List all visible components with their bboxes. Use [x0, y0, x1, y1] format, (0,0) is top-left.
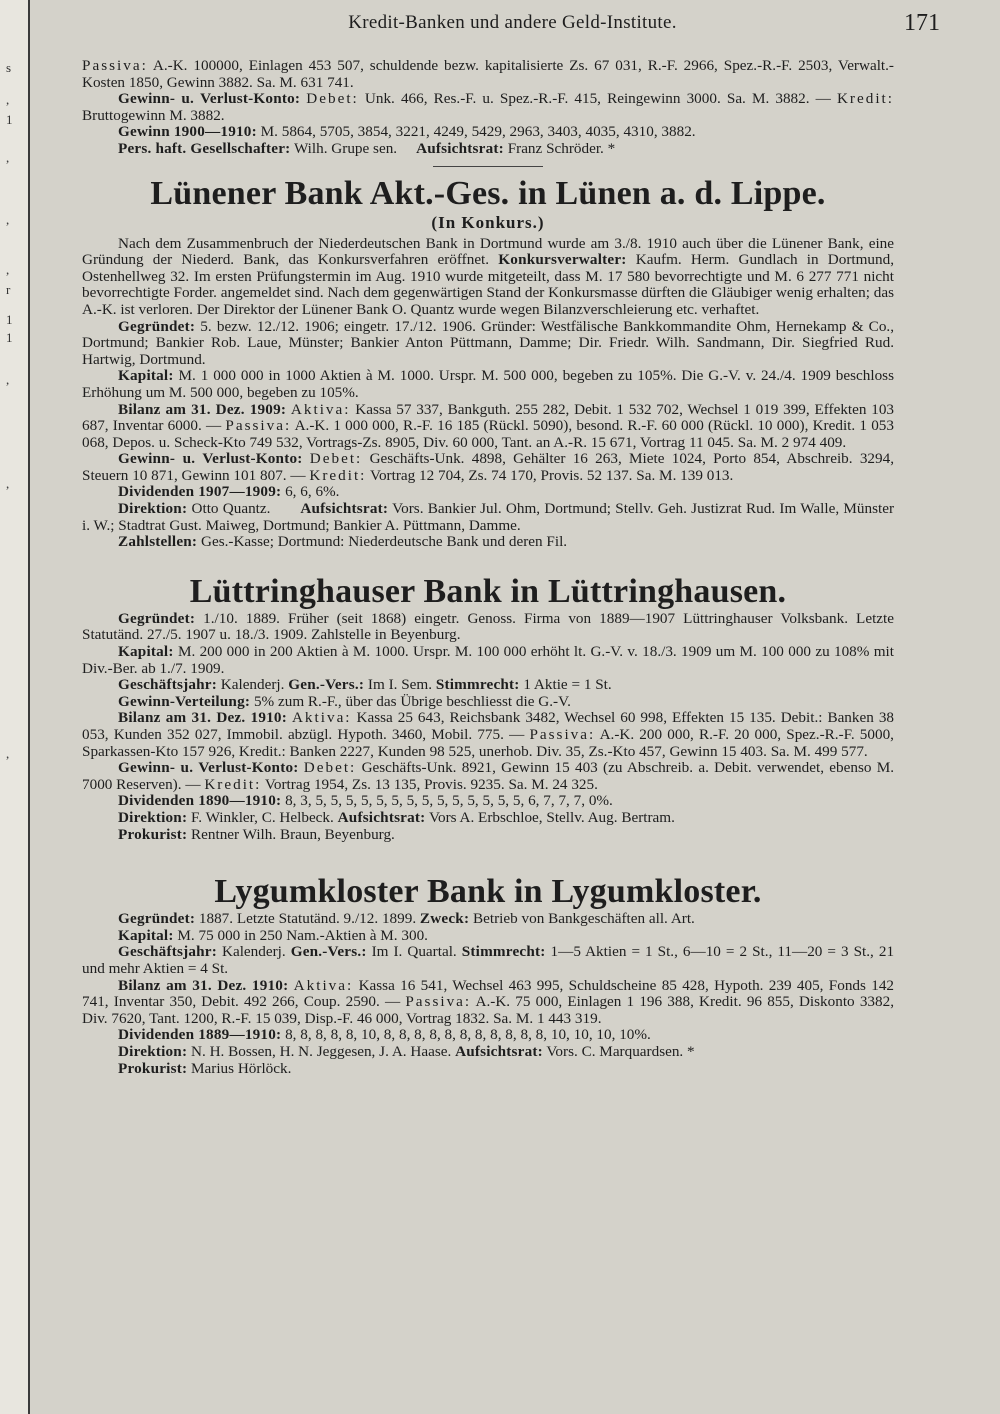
stimmrecht-label: Stimmrecht: — [461, 943, 546, 961]
bilanz-label: Bilanz am 31. Dez. 1910: — [118, 709, 287, 727]
gegruendet-paragraph — [82, 319, 894, 369]
gewinn-paragraph — [82, 124, 894, 141]
zahlstellen-paragraph — [82, 534, 894, 551]
gegruendet-label: Gegründet: — [118, 910, 196, 928]
gen-vers-label: Gen.-Vers.: — [290, 943, 367, 961]
entry-subtitle: (In Konkurs.) — [431, 212, 545, 232]
entry-lygumkloster-bank — [82, 873, 894, 1077]
dividenden-label: Dividenden 1890—1910: — [118, 792, 282, 810]
aufsichtsrat-text: Franz Schröder. * — [507, 139, 616, 157]
intro-text-b: Kaufm. Herm. Gundlach in Dortmund, Ostenhellweg 32. Im ersten Prüfungstermin im Aug. 1910 wurde mitgeteilt, dass M. 17 580 bevorrechtigte und M. 6 277 771 nicht bevorrechtigte Forder. angemeldet sind. Nach dem gegenwärtigen Stand der Konkursmasse dürften die Gläubiger wenig erhalten; das A.-K. ist verloren. Der Direktor der Lünener Bank O. Quantz wurde wegen Bilanzverschleierung etc. verhaftet. — [82, 251, 894, 318]
margin-mark: , — [6, 262, 10, 277]
geschaeftsjahr-text: Kalenderj. — [222, 943, 286, 961]
debet-text: Geschäfts-Unk. 8921, Gewinn 15 403 (zu Abschreib. a. Debit. verwendet, ebenso M. 7000 Reserven). — — [82, 759, 895, 793]
passiva-label: Passiva: — [82, 57, 148, 74]
geschaeftsjahr-paragraph — [82, 677, 894, 694]
aktiva-text: Kassa 57 337, Bankguth. 255 282, Debit. 1 532 702, Wechsel 1 019 399, Effekten 103 687, Inventar 6000. — — [82, 400, 895, 435]
entry-previous-continued — [82, 58, 894, 158]
dividenden-text: 6, 6, 6%. — [285, 483, 340, 501]
guv-paragraph — [82, 91, 894, 124]
gewinn-verteilung-paragraph — [82, 694, 894, 711]
page-content — [82, 58, 894, 1077]
debet-text: Geschäfts-Unk. 4898, Gehälter 16 263, Miete 1024, Porto 854, Abschreib. 3294, Steuern 10 871, Gewinn 101 807. — — [82, 450, 895, 484]
margin-mark: , — [6, 476, 10, 491]
passiva-text: A.-K. 75 000, Einlagen 1 196 388, Kredit. 96 855, Diskonto 3382, Div. 7620, Tant. 1200, R.-F. 15 039, Disp.-F. 46 000, Vortrag 1832. Sa. M. 1 443 319. — [82, 993, 894, 1027]
zahlstellen-text: Ges.-Kasse; Dortmund: Niederdeutsche Bank und deren Fil. — [200, 533, 568, 551]
margin-mark: s — [6, 60, 12, 75]
gewinn-verteilung-label: Gewinn-Verteilung: — [118, 692, 251, 710]
kapital-text: M. 75 000 in 250 Nam.-Aktien à M. 300. — [177, 926, 428, 944]
direktion-paragraph — [82, 501, 894, 534]
running-title: Kredit-Banken und andere Geld-Institute. — [348, 12, 677, 33]
bilanz-paragraph — [82, 978, 894, 1028]
direktion-paragraph — [82, 1044, 894, 1061]
dividenden-label: Dividenden 1907—1909: — [118, 483, 282, 501]
page-number: 171 — [904, 10, 940, 36]
kredit-text: Bruttogewinn M. 3882. — [82, 106, 225, 124]
direktion-text: Otto Quantz. — [191, 500, 271, 518]
gewinn-verteilung-text: 5% zum R.-F., über das Übrige beschliesst die G.-V. — [253, 692, 571, 710]
pers-paragraph — [82, 141, 894, 158]
passiva-text: A.-K. 100000, Einlagen 453 507, schuldende bezw. kapitalisierte Zs. 67 031, R.-F. 2966, Spez.-R.-F. 2503, Verwalt.-Kosten 1850, Gewinn 3882. Sa. M. 631 741. — [82, 57, 894, 91]
gewinn-label: Gewinn 1900—1910: — [118, 123, 257, 141]
prokurist-paragraph — [82, 1061, 894, 1078]
kapital-label: Kapital: — [118, 367, 174, 385]
gegruendet-paragraph — [82, 911, 894, 928]
direktion-label: Direktion: — [118, 808, 188, 826]
kredit-label: Kredit: — [204, 775, 262, 793]
gen-vers-text: Im I. Sem. — [367, 676, 433, 694]
kredit-label: Kredit: — [309, 466, 367, 484]
debet-label: Debet: — [303, 759, 357, 777]
kapital-label: Kapital: — [118, 926, 174, 944]
gegruendet-text: 1887. Letzte Statutänd. 9./12. 1899. — [198, 910, 417, 928]
entry-title: Lünener Bank Akt.-Ges. in Lünen a. d. Lippe. — [150, 174, 826, 212]
gen-vers-text: Im I. Quartal. — [371, 943, 457, 961]
passiva-label: Passiva: — [529, 726, 596, 743]
kapital-text: M. 200 000 in 200 Aktien à M. 1000. Urspr. M. 100 000 erhöht lt. G.-V. v. 18./3. 1909 um M. 100 000 zu 108% mit Div.-Ber. ab 1./7. 1909. — [82, 643, 894, 677]
spacer — [82, 551, 894, 565]
geschaeftsjahr-label: Geschäftsjahr: — [118, 676, 217, 694]
guv-paragraph — [82, 451, 894, 484]
gegruendet-text: 1./10. 1889. Früher (seit 1868) eingetr. Genoss. Firma von 1889—1907 Lüttringhauser Volksbank. Letzte Statutänd. 27./5. 1907 u. 18./3. 1909. Zahlstelle in Beyenburg. — [82, 609, 894, 644]
direktion-text: F. Winkler, C. Helbeck. — [191, 808, 334, 826]
bilanz-label: Bilanz am 31. Dez. 1909: — [118, 400, 287, 418]
debet-label: Debet: — [306, 90, 359, 108]
aktiva-label: Aktiva: — [291, 709, 352, 727]
kapital-paragraph — [82, 368, 894, 401]
dividenden-paragraph — [82, 484, 894, 501]
kapital-paragraph — [82, 644, 894, 677]
passiva-paragraph — [82, 58, 894, 91]
book-page — [40, 0, 985, 1414]
geschaeftsjahr-text: Kalenderj. — [220, 676, 285, 694]
aufsichtsrat-text: Vors. C. Marquardsen. * — [546, 1042, 695, 1060]
guv-paragraph — [82, 760, 894, 793]
passiva-text: A.-K. 200 000, R.-F. 20 000, Spez.-R.-F. 5000, Sparkassen-Kto 157 926, Kredit.: Banken 2227, Kunden 98 525, unerhob. Div. 35, Zs.-Kto 457, Gewinn 15 403. Sa. M. 499 577. — [82, 726, 894, 760]
guv-label: Gewinn- u. Verlust-Konto: — [118, 90, 301, 108]
section-divider — [433, 166, 543, 167]
prokurist-label: Prokurist: — [118, 1059, 188, 1077]
entry-title: Lygumkloster Bank in Lygumkloster. — [214, 873, 762, 911]
prokurist-text: Marius Hörlöck. — [191, 1059, 292, 1077]
zahlstellen-label: Zahlstellen: — [118, 533, 198, 551]
stimmrecht-label: Stimmrecht: — [435, 676, 520, 694]
direktion-label: Direktion: — [118, 500, 188, 518]
bilanz-paragraph — [82, 710, 894, 760]
aktiva-label: Aktiva: — [293, 976, 354, 994]
stimmrecht-text: 1 Aktie = 1 St. — [523, 676, 612, 694]
kredit-text: Vortrag 12 704, Zs. 74 170, Provis. 52 137. Sa. M. 139 013. — [369, 466, 734, 484]
kapital-text: M. 1 000 000 in 1000 Aktien à M. 1000. Urspr. M. 500 000, begeben zu 105%. Die G.-V. v. 24./4. 1909 beschloss Erhöhung um M. 500 000, begeben zu 105%. — [82, 367, 895, 401]
gegruendet-text: 5. bezw. 12./12. 1906; eingetr. 17./12. 1906. Gründer: Westfälische Bankkommandite Ohm, Hernekamp & Co., Dortmund; Bankier Rob. Laue, Münster; Bankier Anton Püttmann, Damme; Dir. Friedr. Wilh. Sandmann, Dir. Siegfried Rud. Hartwig, Dortmund. — [82, 317, 895, 368]
guv-label: Gewinn- u. Verlust-Konto: — [118, 759, 299, 777]
aufsichtsrat-text: Vors. Bankier Jul. Ohm, Dortmund; Stellv. Geh. Justizrat Rud. Im Walle, Münster i. W.; Stadtrat Gust. Maiweg, Dortmund; Bankier A. Püttmann, Damme. — [82, 500, 895, 534]
kapital-paragraph — [82, 928, 894, 945]
margin-mark: 1 — [6, 312, 13, 327]
margin-mark: 1 — [6, 112, 13, 127]
margin-mark: r — [6, 282, 11, 297]
margin-mark: , — [6, 212, 10, 227]
geschaeftsjahr-paragraph — [82, 944, 894, 977]
pers-label: Pers. haft. Gesellschafter: — [118, 139, 291, 157]
spacer — [82, 843, 894, 865]
guv-label: Gewinn- u. Verlust-Konto: — [118, 450, 303, 468]
passiva-label: Passiva: — [225, 417, 292, 435]
aktiva-text: Kassa 16 541, Wechsel 463 995, Schuldscheine 85 428, Hypoth. 239 405, Fonds 142 741, Inventar 350, Debit. 492 266, Coup. 2590. — — [82, 976, 895, 1011]
direktion-text: N. H. Bossen, H. N. Jeggesen, J. A. Haase. — [191, 1042, 452, 1060]
kredit-label: Kredit: — [836, 90, 894, 108]
prokurist-text: Rentner Wilh. Braun, Beyenburg. — [191, 825, 395, 843]
geschaeftsjahr-label: Geschäftsjahr: — [118, 943, 217, 961]
dividenden-text: 8, 8, 8, 8, 8, 10, 8, 8, 8, 8, 8, 8, 8, 8, 8, 8, 8, 10, 10, 10, 10%. — [285, 1026, 651, 1044]
dividenden-paragraph — [82, 793, 894, 810]
bilanz-paragraph — [82, 402, 894, 452]
prokurist-label: Prokurist: — [118, 825, 188, 843]
intro-text-a: Nach dem Zusammenbruch der Niederdeutschen Bank in Dortmund wurde am 3./8. 1910 auch über die Lünener Bank, eine Gründung der Niederd. Bank, das Konkursverfahren eröffnet. — [82, 234, 894, 269]
aufsichtsrat-label: Aufsichtsrat: — [416, 139, 504, 157]
aufsichtsrat-label: Aufsichtsrat: — [455, 1042, 543, 1060]
kredit-text: Vortrag 1954, Zs. 13 135, Provis. 9235. Sa. M. 24 325. — [264, 775, 598, 793]
gegruendet-label: Gegründet: — [118, 609, 196, 627]
dividenden-label: Dividenden 1889—1910: — [118, 1026, 282, 1044]
margin-mark: , — [6, 150, 10, 165]
margin-mark: , — [6, 92, 10, 107]
gegruendet-label: Gegründet: — [118, 317, 196, 335]
entry-luettringhauser-bank — [82, 573, 894, 843]
pers-text: Wilh. Grupe sen. — [293, 139, 398, 157]
aktiva-label: Aktiva: — [290, 400, 351, 418]
direktion-paragraph — [82, 810, 894, 827]
gewinn-text: M. 5864, 5705, 3854, 3221, 4249, 5429, 2963, 3403, 4035, 4310, 3882. — [260, 123, 696, 141]
entry-luenener-bank — [82, 175, 894, 551]
aufsichtsrat-text: Vors A. Erbschloe, Stellv. Aug. Bertram. — [428, 808, 675, 826]
debet-text: Unk. 466, Res.-F. u. Spez.-R.-F. 415, Reingewinn 3000. Sa. M. 3882. — — [364, 90, 831, 108]
kapital-label: Kapital: — [118, 643, 174, 661]
aufsichtsrat-label: Aufsichtsrat: — [300, 500, 389, 518]
entry-title: Lüttringhauser Bank in Lüttringhausen. — [189, 572, 787, 610]
margin-mark: 1 — [6, 330, 13, 345]
margin-mark: , — [6, 372, 10, 387]
intro-paragraph — [82, 236, 894, 319]
zweck-label: Zweck: — [419, 910, 470, 928]
stimmrecht-text: 1—5 Aktien = 1 St., 6—10 = 2 St., 11—20 = 3 St., 21 und mehr Aktien = 4 St. — [82, 943, 895, 977]
zweck-text: Betrieb von Bankgeschäften all. Art. — [473, 910, 695, 928]
aufsichtsrat-label: Aufsichtsrat: — [337, 808, 426, 826]
dividenden-text: 8, 3, 5, 5, 5, 5, 5, 5, 5, 5, 5, 5, 5, 5, 5, 5, 6, 7, 7, 7, 0%. — [285, 792, 613, 810]
dividenden-paragraph — [82, 1027, 894, 1044]
passiva-label: Passiva: — [405, 993, 472, 1011]
konkursverwalter-label: Konkursverwalter: — [498, 251, 627, 269]
margin-mark: , — [6, 746, 10, 761]
prokurist-paragraph — [82, 827, 894, 844]
gen-vers-label: Gen.-Vers.: — [288, 676, 365, 694]
running-header — [40, 12, 985, 42]
debet-label: Debet: — [309, 450, 363, 468]
passiva-text: A.-K. 1 000 000, R.-F. 16 185 (Rückl. 5090), besond. R.-F. 60 000 (Rückl. 10 000), Kredit. 1 053 068, Depos. u. Scheck-Kto 749 532, Vortrags-Zs. 8905, Div. 60 000, Tant. an A.-R. 15 671, Vortrag 11 045. Sa. M. 2 974 409. — [82, 417, 894, 451]
adjacent-page-edge — [0, 0, 30, 1414]
aktiva-text: Kassa 25 643, Reichsbank 3482, Wechsel 60 998, Effekten 15 135. Debit.: Banken 38 053, Kunden 352 027, Immobil. abzügl. Hypoth. 3460, Mobil. 775. — — [82, 709, 895, 743]
bilanz-label: Bilanz am 31. Dez. 1910: — [118, 976, 289, 994]
gegruendet-paragraph — [82, 611, 894, 644]
direktion-label: Direktion: — [118, 1042, 188, 1060]
